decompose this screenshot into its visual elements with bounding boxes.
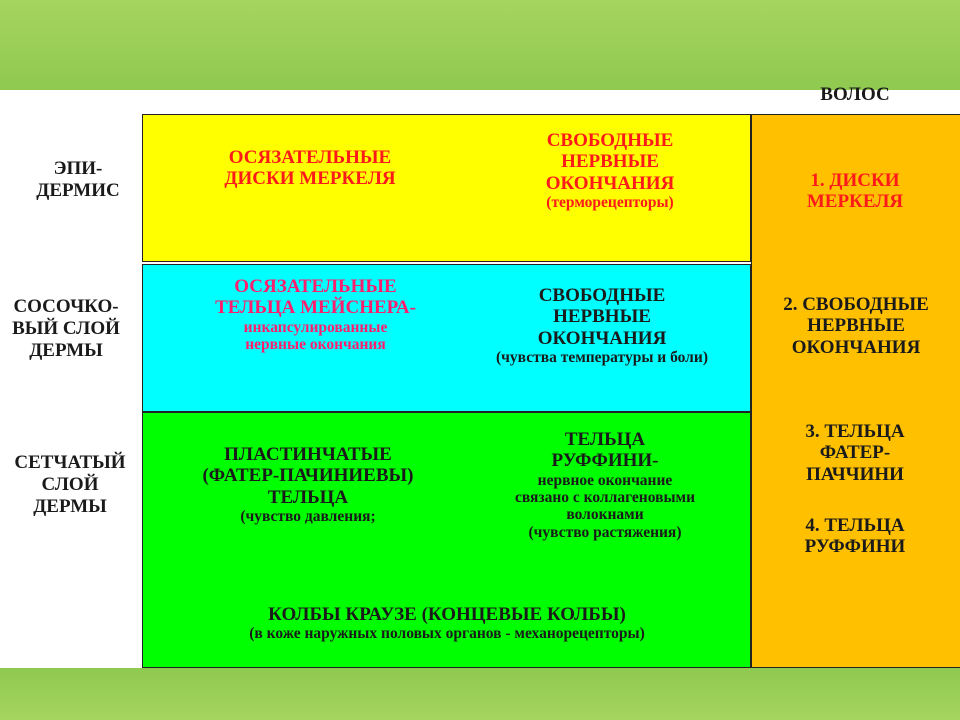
hair-pacinian-corpuscles: 3. ТЕЛЬЦА ФАТЕР- ПАЧЧИНИ bbox=[805, 421, 905, 485]
bottom-green-band bbox=[0, 668, 960, 720]
epidermis-free-endings-text: СВОБОДНЫЕ НЕРВНЫЕ ОКОНЧАНИЯ (терморецепторы) bbox=[545, 130, 675, 211]
pacinian-corpuscles-text: ПЛАСТИНЧАТЫЕ (ФАТЕР-ПАЧИНИЕВЫ) ТЕЛЬЦА (чувство давления; bbox=[202, 444, 414, 525]
row-label-papillary: СОСОЧКО- ВЫЙ СЛОЙ ДЕРМЫ bbox=[12, 296, 120, 361]
row-label-reticular: СЕТЧАТЫЙ СЛОЙ ДЕРМЫ bbox=[14, 452, 126, 517]
hair-column-title: ВОЛОС bbox=[820, 84, 890, 105]
krause-bulbs-text: КОЛБЫ КРАУЗЕ (КОНЦЕВЫЕ КОЛБЫ) (в коже наружных половых органов - механорецепторы) bbox=[249, 604, 645, 643]
hair-merkel-discs: 1. ДИСКИ МЕРКЕЛЯ bbox=[806, 170, 904, 213]
meissner-corpuscles-text: ОСЯЗАТЕЛЬНЫЕ ТЕЛЬЦА МЕЙСНЕРА- инкапсулированные нервные окончания bbox=[215, 276, 416, 353]
top-green-band bbox=[0, 0, 960, 90]
papillary-free-endings-text: СВОБОДНЫЕ НЕРВНЫЕ ОКОНЧАНИЯ (чувства температуры и боли) bbox=[496, 285, 708, 366]
hair-ruffini-corpuscles: 4. ТЕЛЬЦА РУФФИНИ bbox=[804, 515, 906, 558]
merkel-discs-text: ОСЯЗАТЕЛЬНЫЕ ДИСКИ МЕРКЕЛЯ bbox=[224, 147, 396, 190]
row-label-epidermis: ЭПИ- ДЕРМИС bbox=[36, 158, 120, 201]
receptor-diagram bbox=[0, 84, 960, 668]
ruffini-corpuscles-text: ТЕЛЬЦА РУФФИНИ- нервное окончание связано с коллагеновыми волокнами (чувство растяжения) bbox=[514, 429, 696, 541]
hair-free-endings: 2. СВОБОДНЫЕ НЕРВНЫЕ ОКОНЧАНИЯ bbox=[783, 294, 929, 358]
